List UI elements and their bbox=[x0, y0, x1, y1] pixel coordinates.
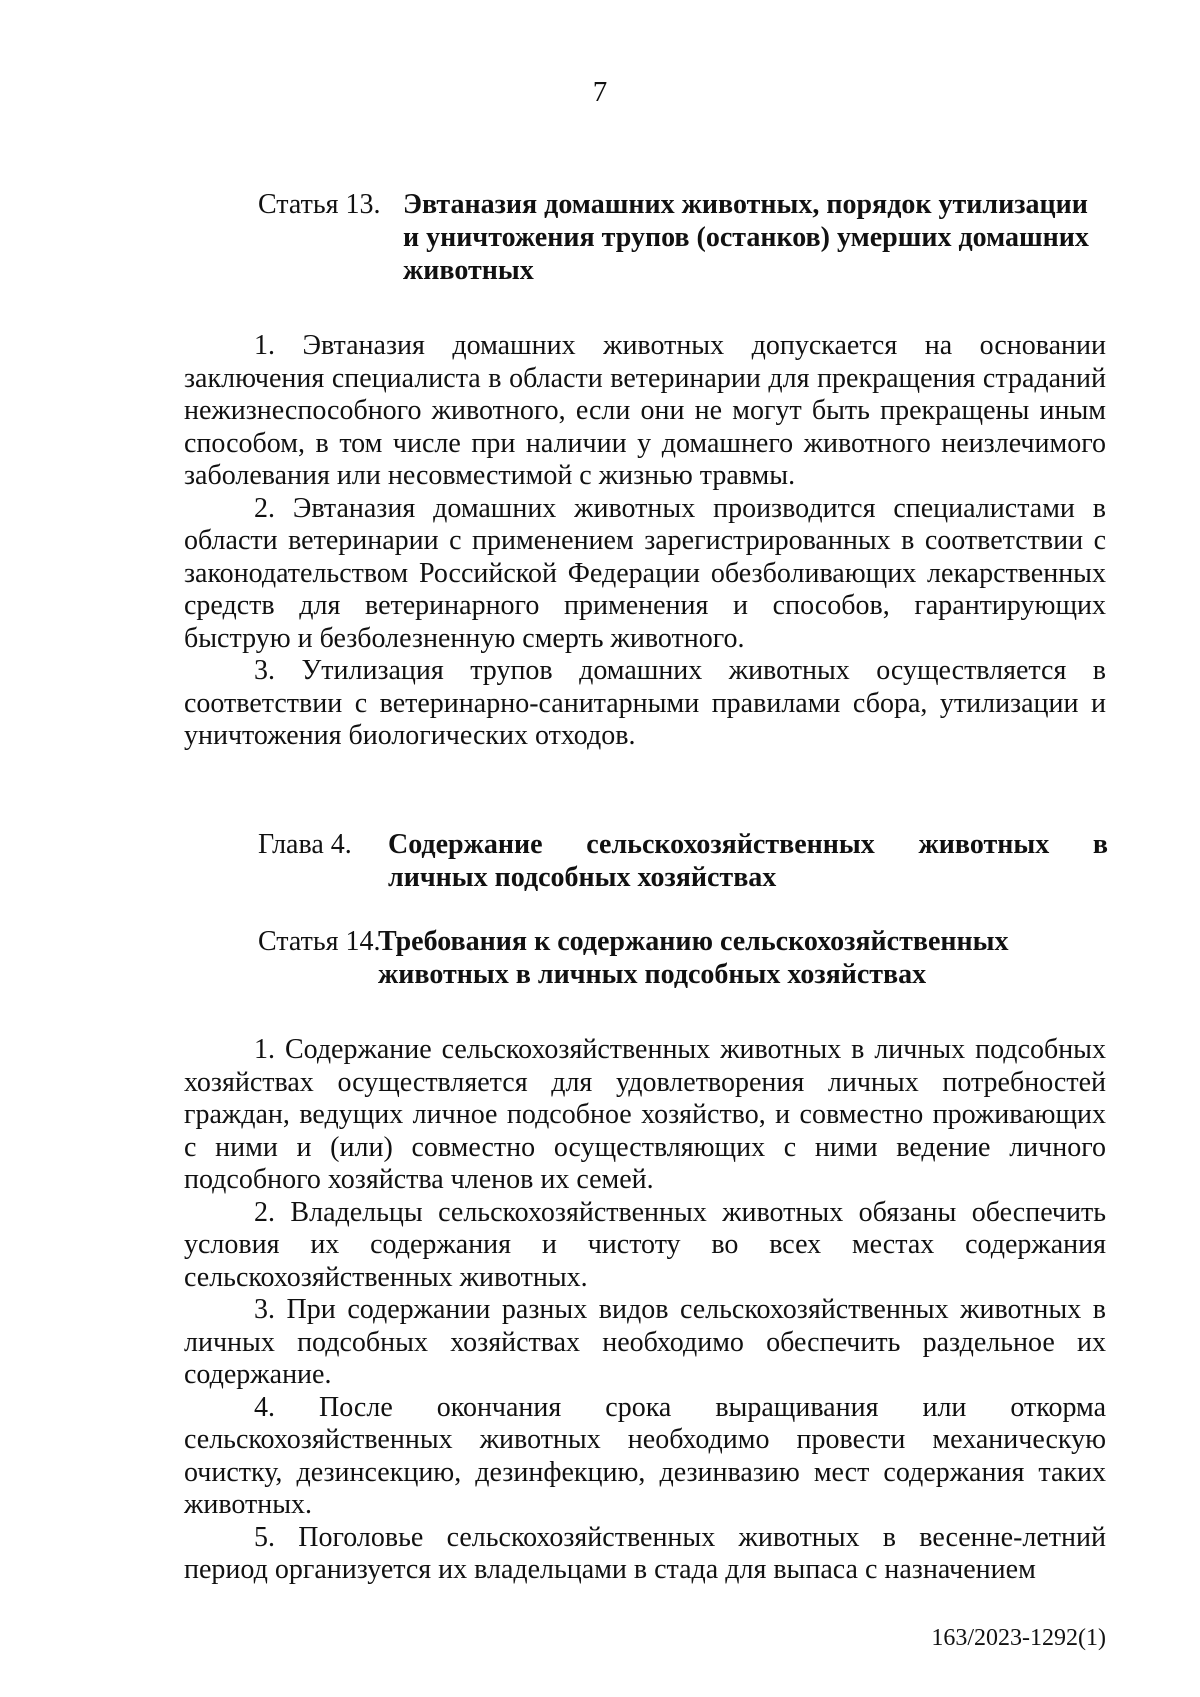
page-number: 7 bbox=[592, 76, 608, 108]
article-13-title: Эвтаназия домашних животных, порядок утилизации и уничтожения трупов (останков) умерших домашних животных bbox=[403, 189, 1089, 286]
article-14-paragraph-3: 3. При содержании разных видов сельскохозяйственных животных в личных подсобных хозяйствах необходимо обеспечить раздельное их содержание. bbox=[184, 1294, 1106, 1390]
chapter-4-title-line-1: Содержание сельскохозяйственных животных в bbox=[388, 829, 1108, 860]
chapter-4-label: Глава 4. bbox=[258, 829, 352, 860]
article-13-body bbox=[184, 330, 1106, 753]
article-14-paragraph-4: 4. После окончания срока выращивания или откорма сельскохозяйственных животных необходимо провести механическую очистку, дезинсекцию, дезинфекцию, дезинвазию мест содержания таких животных. bbox=[184, 1391, 1106, 1520]
article-14-heading bbox=[258, 925, 1108, 995]
article-14-paragraph-2: 2. Владельцы сельскохозяйственных животных обязаны обеспечить условия их содержания и чистоту во всех местах содержания сельскохозяйственных животных. bbox=[184, 1196, 1106, 1293]
chapter-4-title-line-2: личных подсобных хозяйствах bbox=[388, 862, 777, 893]
article-13-paragraph-1: 1. Эвтаназия домашних животных допускается на основании заключения специалиста в области ветеринарии для прекращения страданий нежизнеспособного животного, если они не могут быть прекращены иным способом, в том числе при наличии у домашнего животного неизлечимого заболевания или несовместимой с жизнью травмы. bbox=[184, 330, 1106, 491]
document-code: 163/2023-1292(1) bbox=[931, 1625, 1106, 1651]
article-13-heading bbox=[258, 188, 1108, 288]
article-13-paragraph-3: 3. Утилизация трупов домашних животных осуществляется в соответствии с ветеринарно-санитарными правилами сбора, утилизации и уничтожения биологических отходов. bbox=[184, 655, 1106, 751]
article-13-paragraph-2: 2. Эвтаназия домашних животных производится специалистами в области ветеринарии с применением зарегистрированных в соответствии с законодательством Российской Федерации обезболивающих лекарственных средств для ветеринарного применения и способов, гарантирующих быструю и безболезненную смерть животного. bbox=[184, 492, 1106, 654]
article-14-title: Требования к содержанию сельскохозяйственных животных в личных подсобных хозяйствах bbox=[378, 926, 1009, 990]
chapter-4-heading bbox=[258, 828, 1108, 898]
article-14-label: Статья 14. bbox=[258, 926, 381, 957]
article-13-label: Статья 13. bbox=[258, 189, 381, 220]
article-14-paragraph-1: 1. Содержание сельскохозяйственных животных в личных подсобных хозяйствах осуществляется для удовлетворения личных потребностей граждан, ведущих личное подсобное хозяйство, и совместно проживающих с ними и (или) совместно осуществляющих с ними ведение личного подсобного хозяйства членов их семей. bbox=[184, 1034, 1106, 1195]
article-14-body bbox=[184, 1034, 1106, 1587]
article-14-paragraph-5: 5. Поголовье сельскохозяйственных животных в весенне-летний период организуется их владельцами в стада для выпаса с назначением bbox=[184, 1521, 1106, 1585]
chapter-4-title bbox=[388, 828, 1108, 894]
